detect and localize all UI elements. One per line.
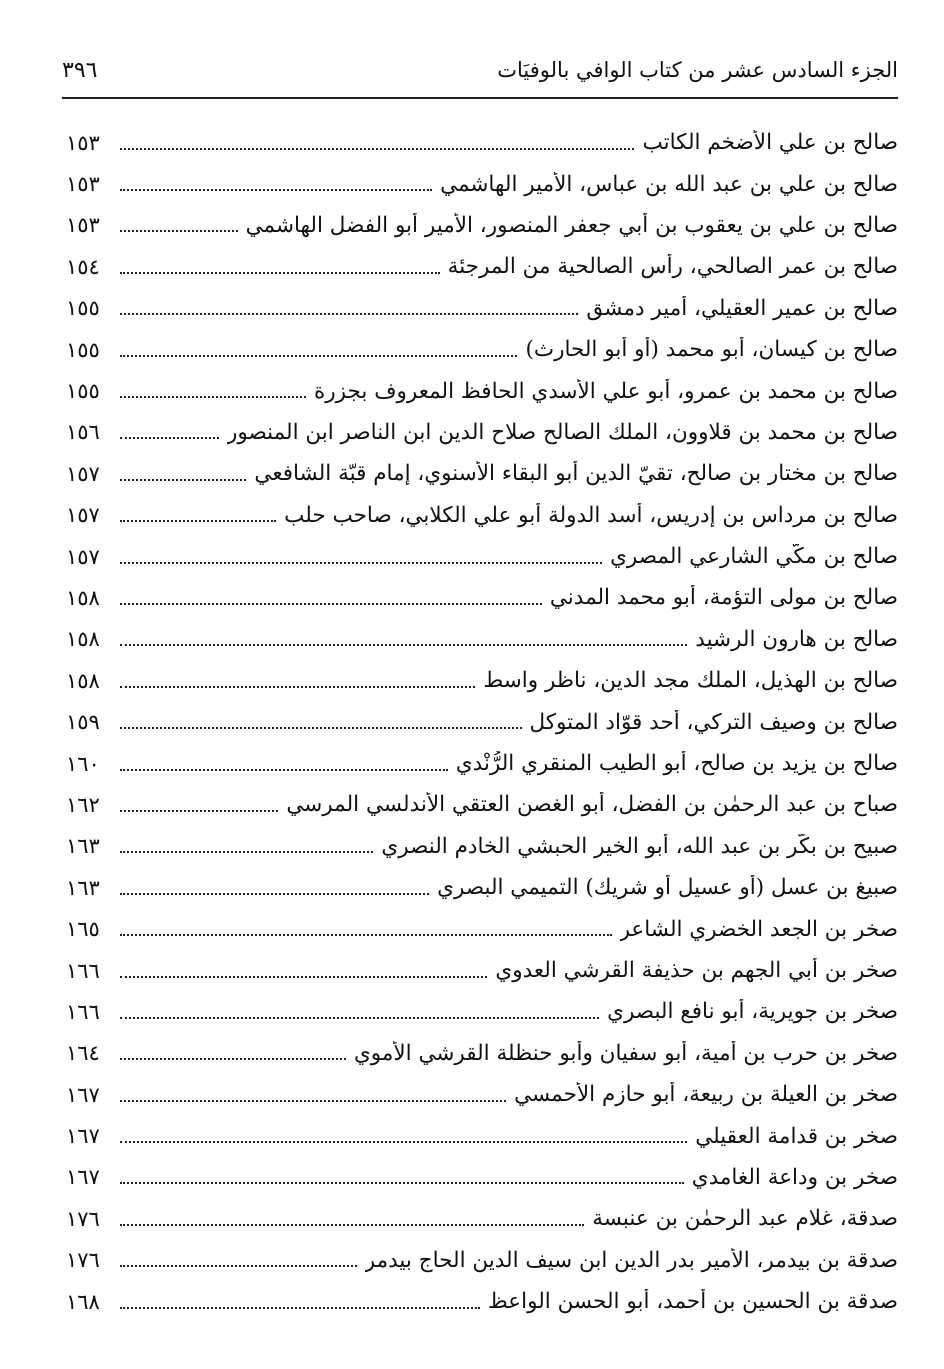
dot-leader	[120, 396, 306, 398]
entry-page-number: ١٦٧	[66, 1124, 100, 1149]
running-title: الجزء السادس عشر من كتاب الوافي بالوفيَات	[497, 58, 898, 82]
entry-page-number: ١٥٣	[66, 213, 100, 238]
dot-leader	[120, 230, 238, 232]
entry-name: صالح بن وصيف التركي، أحد قوّاد المتوكل	[529, 709, 898, 735]
header-rule	[62, 97, 898, 99]
index-entry	[66, 1074, 898, 1115]
dot-leader	[120, 1100, 506, 1102]
entry-page-number: ١٦٨	[66, 1289, 100, 1314]
index-entry	[66, 826, 898, 867]
entry-page-number: ١٥٥	[66, 296, 100, 321]
dot-leader	[120, 189, 432, 191]
index-entry	[66, 246, 898, 287]
entry-name: صالح بن محمد بن قلاوون، الملك الصالح صلاح الدين ابن الناصر ابن المنصور	[226, 419, 898, 445]
entry-name: صدقة بن الحسين بن أحمد، أبو الحسن الواعظ	[487, 1289, 898, 1315]
dot-leader	[120, 851, 373, 853]
index-entry	[66, 950, 898, 991]
entry-page-number: ١٦٤	[66, 1041, 100, 1066]
dot-leader	[120, 686, 475, 688]
index-entry	[66, 122, 898, 163]
index-entry	[66, 991, 898, 1032]
entry-name: صالح بن مختار بن صالح، تقيّ الدين أبو البقاء الأسنوي، إمام قبّة الشافعي	[254, 461, 898, 487]
entry-page-number: ١٥٣	[66, 130, 100, 155]
dot-leader	[120, 313, 578, 315]
index-entry	[66, 205, 898, 246]
entry-page-number: ١٦٢	[66, 792, 100, 817]
entry-name: صخر بن الجعد الخضري الشاعر	[619, 916, 898, 942]
entry-page-number: ١٦٧	[66, 1165, 100, 1190]
entry-page-number: ١٦٣	[66, 875, 100, 900]
entry-name: صالح بن هارون الرشيد	[695, 626, 898, 652]
page-header	[62, 50, 898, 90]
index-entry	[66, 619, 898, 660]
entry-name: صالح بن علي بن عبد الله بن عباس، الأمير الهاشمي	[440, 171, 898, 197]
dot-leader	[120, 976, 487, 978]
entry-page-number: ١٦٦	[66, 958, 100, 983]
entry-page-number: ١٥٥	[66, 337, 100, 362]
dot-leader	[120, 769, 448, 771]
index-entry	[66, 1240, 898, 1281]
entry-name: صالح بن عمر الصالحي، رأس الصالحية من المرجئة	[447, 254, 898, 280]
dot-leader	[120, 603, 542, 605]
entry-page-number: ١٦٦	[66, 999, 100, 1024]
entry-page-number: ١٧٦	[66, 1248, 100, 1273]
entry-page-number: ١٥٩	[66, 710, 100, 735]
entry-name: صالح بن محمد بن عمرو، أبو علي الأسدي الحافظ المعروف بجزرة	[314, 378, 898, 404]
index-entry	[66, 536, 898, 577]
entry-page-number: ١٥٧	[66, 544, 100, 569]
index-entry	[66, 1281, 898, 1322]
entry-page-number: ١٥٣	[66, 172, 100, 197]
index-entry	[66, 453, 898, 494]
dot-leader	[120, 1224, 584, 1226]
dot-leader	[120, 1017, 599, 1019]
dot-leader	[120, 272, 440, 274]
dot-leader	[120, 727, 522, 729]
entry-page-number: ١٥٤	[66, 254, 100, 279]
entry-page-number: ١٦٣	[66, 834, 100, 859]
entry-name: صخر بن العيلة بن ربيعة، أبو حازم الأحمسي	[514, 1082, 898, 1108]
entry-page-number: ١٦٧	[66, 1082, 100, 1107]
entry-name: صالح بن مولى التؤمة، أبو محمد المدني	[549, 585, 898, 611]
entry-name: صبيح بن بكّر بن عبد الله، أبو الخير الحبشي الخادم النصري	[381, 833, 898, 859]
entry-page-number: ١٦٥	[66, 917, 100, 942]
index-entry	[66, 288, 898, 329]
entry-name: صدقة بن بيدمر، الأمير بدر الدين ابن سيف الدين الحاج بيدمر	[364, 1247, 898, 1273]
dot-leader	[120, 479, 246, 481]
index-entry	[66, 908, 898, 949]
entry-page-number: ١٥٧	[66, 503, 100, 528]
entry-name: صالح بن علي بن يعقوب بن أبي جعفر المنصور، الأمير أبو الفضل الهاشمي	[245, 212, 898, 238]
index-entries-list	[66, 122, 898, 1322]
entry-page-number: ١٥٥	[66, 379, 100, 404]
index-entry	[66, 1033, 898, 1074]
dot-leader	[120, 148, 634, 150]
dot-leader	[120, 1307, 480, 1309]
entry-name: صالح بن الهذيل، الملك مجد الدين، ناظر واسط	[483, 668, 898, 694]
dot-leader	[120, 1182, 684, 1184]
index-entry	[66, 660, 898, 701]
entry-name: صالح بن مكّي الشارعي المصري	[610, 544, 898, 570]
entry-name: صالح بن مرداس بن إدريس، أسد الدولة أبو علي الكلابي، صاحب حلب	[284, 502, 898, 528]
index-entry	[66, 1115, 898, 1156]
entry-page-number: ١٥٨	[66, 585, 100, 610]
index-entry	[66, 743, 898, 784]
page-number: ٣٩٦	[62, 57, 98, 83]
entry-name: صالح بن يزيد بن صالح، أبو الطيب المنقري الرُّنْدي	[455, 751, 898, 777]
entry-name: صدقة، غلام عبد الرحمٰن بن عنبسة	[592, 1206, 898, 1232]
dot-leader	[120, 644, 687, 646]
dot-leader	[120, 437, 219, 439]
index-entry	[66, 412, 898, 453]
dot-leader	[120, 355, 517, 357]
dot-leader	[120, 934, 612, 936]
dot-leader	[120, 520, 276, 522]
dot-leader	[120, 562, 602, 564]
index-entry	[66, 577, 898, 618]
entry-page-number: ١٥٧	[66, 461, 100, 486]
entry-page-number: ١٥٦	[66, 420, 100, 445]
entry-name: صالح بن كيسان، أبو محمد (أو أبو الحارث)	[525, 337, 898, 363]
index-entry	[66, 370, 898, 411]
entry-name: صخر بن جويرية، أبو نافع البصري	[607, 999, 898, 1025]
dot-leader	[120, 1058, 346, 1060]
index-entry	[66, 867, 898, 908]
entry-name: صخر بن قدامة العقيلي	[695, 1123, 898, 1149]
entry-page-number: ١٧٦	[66, 1206, 100, 1231]
dot-leader	[120, 1265, 357, 1267]
dot-leader	[120, 893, 429, 895]
index-entry	[66, 1157, 898, 1198]
entry-name: صخر بن حرب بن أمية، أبو سفيان وأبو حنظلة القرشي الأموي	[353, 1040, 898, 1066]
entry-name: صالح بن علي الأضخم الكاتب	[642, 130, 898, 156]
index-entry	[66, 701, 898, 742]
entry-name: صباح بن عبد الرحمٰن بن الفضل، أبو الغصن العتقي الأندلسي المرسي	[286, 792, 898, 818]
index-entry	[66, 163, 898, 204]
entry-name: صخر بن وداعة الغامدي	[691, 1164, 898, 1190]
entry-page-number: ١٦٠	[66, 751, 100, 776]
entry-name: صبيغ بن عسل (أو عسيل أو شريك) التميمي البصري	[437, 875, 898, 901]
index-entry	[66, 329, 898, 370]
entry-name: صخر بن أبي الجهم بن حذيفة القرشي العدوي	[495, 958, 898, 983]
index-entry	[66, 1198, 898, 1239]
index-entry	[66, 784, 898, 825]
index-entry	[66, 495, 898, 536]
dot-leader	[120, 810, 278, 812]
dot-leader	[120, 1141, 687, 1143]
entry-page-number: ١٥٨	[66, 668, 100, 693]
entry-name: صالح بن عمير العقيلي، أمير دمشق	[586, 295, 898, 321]
entry-page-number: ١٥٨	[66, 627, 100, 652]
